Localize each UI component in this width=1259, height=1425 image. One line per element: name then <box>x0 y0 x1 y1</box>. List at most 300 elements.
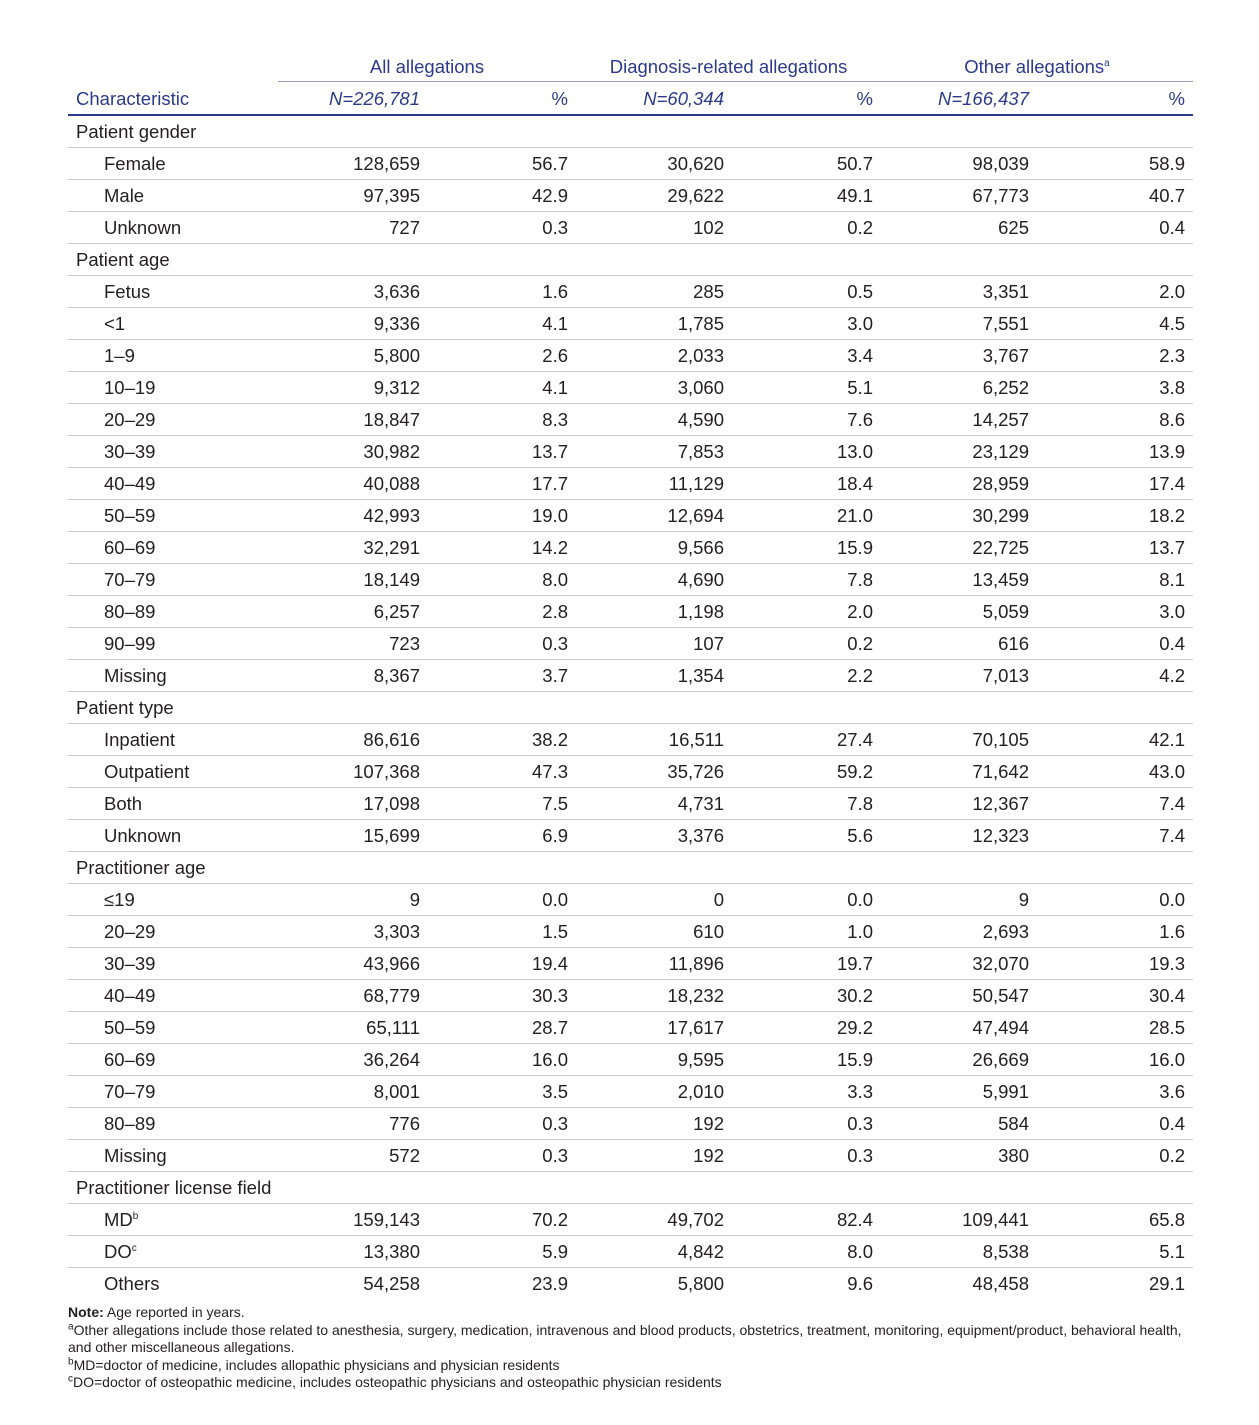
count-cell: 2,033 <box>576 340 728 372</box>
count-cell: 40,088 <box>278 468 424 500</box>
count-cell: 16,511 <box>576 724 728 756</box>
table-row <box>68 404 1193 436</box>
row-label-cell <box>68 532 278 564</box>
section-title: Patient age <box>68 244 1193 276</box>
count-cell: 4,731 <box>576 788 728 820</box>
row-label: Outpatient <box>104 760 190 782</box>
group-header-other-label: Other allegations <box>964 56 1105 77</box>
percent-cell: 8.3 <box>424 404 576 436</box>
percent-cell: 6.9 <box>424 820 576 852</box>
count-cell: 30,299 <box>881 500 1033 532</box>
count-cell: 3,767 <box>881 340 1033 372</box>
note-text: Age reported in years. <box>103 1304 245 1320</box>
count-cell: 29,622 <box>576 180 728 212</box>
row-label-cell <box>68 404 278 436</box>
row-label-cell <box>68 980 278 1012</box>
percent-cell: 0.3 <box>728 1108 881 1140</box>
column-header-row <box>68 84 1193 115</box>
footnote-marker: c <box>131 1242 137 1254</box>
count-cell: 723 <box>278 628 424 660</box>
row-label: 80–89 <box>104 600 156 622</box>
section-header-row <box>68 692 1193 724</box>
percent-cell: 0.0 <box>728 884 881 916</box>
percent-cell: 23.9 <box>531 1272 568 1294</box>
percent-cell: 65.8 <box>1033 1204 1193 1236</box>
footnote-text: Other allegations include those related to anesthesia, surgery, medication, intravenous and blood products, obstetrics, treatment, monitoring, equipment/product, behavioral health, and other miscellaneous allegations. <box>68 1321 1182 1355</box>
percent-cell: 0.0 <box>424 884 576 916</box>
section-title: Patient gender <box>68 115 1193 148</box>
count-cell: 18,847 <box>278 404 424 436</box>
row-label: 60–69 <box>104 1048 156 1070</box>
count-cell: 4,590 <box>576 404 728 436</box>
count-cell: 1,198 <box>576 596 728 628</box>
count-cell: 6,257 <box>278 596 424 628</box>
percent-cell: 0.3 <box>424 1108 576 1140</box>
table-row <box>68 916 1193 948</box>
percent-cell: 3.8 <box>1033 372 1193 404</box>
section-header-row <box>68 244 1193 276</box>
percent-cell: 59.2 <box>728 756 881 788</box>
count-cell: 32,070 <box>881 948 1033 980</box>
count-cell: 13,380 <box>278 1236 424 1268</box>
percent-cell: 19.3 <box>1033 948 1193 980</box>
row-label: 30–39 <box>104 440 156 462</box>
characteristic-header: Characteristic <box>68 84 278 115</box>
table-row <box>68 756 1193 788</box>
row-label: 90–99 <box>104 632 156 654</box>
count-cell: 107 <box>576 628 728 660</box>
percent-cell: 58.9 <box>1033 148 1193 180</box>
row-label: 40–49 <box>104 984 156 1006</box>
footnote-marker: a <box>68 1320 74 1332</box>
count-cell: 48,458 <box>972 1272 1029 1294</box>
table-row <box>68 500 1193 532</box>
table-body <box>68 115 1193 1299</box>
count-cell: 28,959 <box>881 468 1033 500</box>
count-cell: 6,252 <box>881 372 1033 404</box>
section-title: Practitioner age <box>68 852 1193 884</box>
row-label: <1 <box>104 312 126 334</box>
percent-cell: 13.0 <box>728 436 881 468</box>
percent-cell: 1.0 <box>728 916 881 948</box>
n-header-diagnosis: N=60,344 <box>576 84 728 115</box>
percent-cell: 4.5 <box>1033 308 1193 340</box>
row-label: DO <box>104 1240 132 1262</box>
percent-cell: 9.6 <box>847 1272 873 1294</box>
count-cell: 14,257 <box>881 404 1033 436</box>
percent-cell: 18.4 <box>728 468 881 500</box>
table-row <box>68 1076 1193 1108</box>
row-label: ≤19 <box>104 888 135 910</box>
count-cell: 8,001 <box>278 1076 424 1108</box>
count-cell: 4,690 <box>576 564 728 596</box>
count-cell: 12,367 <box>881 788 1033 820</box>
row-label-cell <box>68 1140 278 1172</box>
table-row <box>68 340 1193 372</box>
percent-cell: 49.1 <box>728 180 881 212</box>
count-cell: 584 <box>881 1108 1033 1140</box>
percent-cell: 0.4 <box>1033 212 1193 244</box>
percent-cell: 0.4 <box>1033 628 1193 660</box>
percent-cell: 7.4 <box>1033 820 1193 852</box>
percent-cell: 1.6 <box>424 276 576 308</box>
count-cell: 776 <box>278 1108 424 1140</box>
percent-cell: 16.0 <box>424 1044 576 1076</box>
table-row <box>68 308 1193 340</box>
row-label: Fetus <box>104 280 151 302</box>
percent-cell: 5.6 <box>728 820 881 852</box>
group-header-all <box>278 52 576 84</box>
percent-cell: 3.3 <box>728 1076 881 1108</box>
row-label-cell <box>68 308 278 340</box>
row-label: 80–89 <box>104 1112 156 1134</box>
row-label-cell <box>68 724 278 756</box>
count-cell: 7,853 <box>576 436 728 468</box>
pct-header-all: % <box>424 84 576 115</box>
count-cell: 3,060 <box>576 372 728 404</box>
group-header-diagnosis <box>576 52 881 84</box>
group-header-row <box>68 52 1193 84</box>
table-row <box>68 532 1193 564</box>
count-cell: 5,800 <box>278 340 424 372</box>
percent-cell: 30.4 <box>1033 980 1193 1012</box>
percent-cell: 3.6 <box>1033 1076 1193 1108</box>
row-label-cell <box>68 564 278 596</box>
percent-cell: 13.7 <box>424 436 576 468</box>
count-cell: 47,494 <box>881 1012 1033 1044</box>
percent-cell: 30.3 <box>424 980 576 1012</box>
row-label-cell <box>68 1012 278 1044</box>
table-row <box>68 1044 1193 1076</box>
count-cell: 12,323 <box>881 820 1033 852</box>
section-title: Patient type <box>68 692 1193 724</box>
table-row <box>68 212 1193 244</box>
percent-cell: 18.2 <box>1033 500 1193 532</box>
note-label: Note: <box>68 1304 104 1320</box>
row-label-cell <box>68 340 278 372</box>
percent-cell: 1.6 <box>1033 916 1193 948</box>
percent-cell: 4.1 <box>424 372 576 404</box>
n-header-all: N=226,781 <box>278 84 424 115</box>
percent-cell: 0.3 <box>424 212 576 244</box>
table-row <box>68 1236 1193 1268</box>
row-label: Both <box>104 792 143 814</box>
section-header-row <box>68 115 1193 148</box>
row-label: MD <box>104 1208 133 1230</box>
count-cell: 8,538 <box>881 1236 1033 1268</box>
count-cell: 49,702 <box>576 1204 728 1236</box>
count-cell: 30,982 <box>278 436 424 468</box>
percent-cell: 47.3 <box>424 756 576 788</box>
footnote-a <box>68 1322 1193 1357</box>
count-cell: 572 <box>278 1140 424 1172</box>
count-cell: 610 <box>576 916 728 948</box>
count-cell: 5,800 <box>677 1272 724 1294</box>
count-cell: 50,547 <box>881 980 1033 1012</box>
count-cell: 8,367 <box>278 660 424 692</box>
pct-header-diagnosis: % <box>728 84 881 115</box>
row-label-cell <box>68 628 278 660</box>
count-cell: 102 <box>576 212 728 244</box>
percent-cell: 82.4 <box>728 1204 881 1236</box>
table-row <box>68 596 1193 628</box>
percent-cell: 28.5 <box>1033 1012 1193 1044</box>
row-label: 50–59 <box>104 1016 156 1038</box>
count-cell: 26,669 <box>881 1044 1033 1076</box>
percent-cell: 19.7 <box>728 948 881 980</box>
count-cell: 3,303 <box>278 916 424 948</box>
percent-cell: 21.0 <box>728 500 881 532</box>
percent-cell: 7.4 <box>1033 788 1193 820</box>
row-label-cell <box>68 1268 278 1300</box>
row-label: 40–49 <box>104 472 156 494</box>
count-cell: 42,993 <box>278 500 424 532</box>
header-spacer <box>68 52 278 84</box>
percent-cell: 0.2 <box>728 212 881 244</box>
percent-cell: 15.9 <box>728 1044 881 1076</box>
table-row <box>68 1140 1193 1172</box>
count-cell: 98,039 <box>881 148 1033 180</box>
percent-cell: 7.6 <box>728 404 881 436</box>
percent-cell: 42.9 <box>424 180 576 212</box>
percent-cell: 0.4 <box>1033 1108 1193 1140</box>
group-header-diagnosis-label: Diagnosis-related allegations <box>609 56 848 77</box>
count-cell: 17,617 <box>576 1012 728 1044</box>
count-cell: 43,966 <box>278 948 424 980</box>
footnote-c <box>68 1374 1193 1392</box>
percent-cell: 16.0 <box>1033 1044 1193 1076</box>
count-cell: 11,129 <box>576 468 728 500</box>
count-cell: 5,991 <box>881 1076 1033 1108</box>
row-label-cell <box>68 1108 278 1140</box>
row-label: Missing <box>104 1144 167 1166</box>
row-label-cell <box>68 948 278 980</box>
percent-cell: 3.0 <box>1033 596 1193 628</box>
table-row <box>68 1012 1193 1044</box>
row-label-cell <box>68 916 278 948</box>
row-label: 1–9 <box>104 344 135 366</box>
percent-cell: 17.7 <box>424 468 576 500</box>
allegations-table-container <box>68 52 1193 1299</box>
percent-cell: 30.2 <box>728 980 881 1012</box>
percent-cell: 8.6 <box>1033 404 1193 436</box>
percent-cell: 0.3 <box>424 1140 576 1172</box>
count-cell: 17,098 <box>278 788 424 820</box>
count-cell: 3,636 <box>278 276 424 308</box>
table-row <box>68 724 1193 756</box>
count-cell: 2,693 <box>881 916 1033 948</box>
table-row <box>68 628 1193 660</box>
note-line <box>68 1304 1193 1322</box>
count-cell: 12,694 <box>576 500 728 532</box>
percent-cell: 2.0 <box>1033 276 1193 308</box>
count-cell: 65,111 <box>278 1012 424 1044</box>
count-cell: 159,143 <box>278 1204 424 1236</box>
count-cell: 7,013 <box>881 660 1033 692</box>
percent-cell: 2.3 <box>1033 340 1193 372</box>
row-label-cell <box>68 1204 278 1236</box>
row-label-cell <box>68 212 278 244</box>
percent-cell: 4.2 <box>1033 660 1193 692</box>
percent-cell: 2.6 <box>424 340 576 372</box>
percent-cell: 14.2 <box>424 532 576 564</box>
count-cell: 1,354 <box>576 660 728 692</box>
row-label: 30–39 <box>104 952 156 974</box>
count-cell: 11,896 <box>576 948 728 980</box>
table-row <box>68 820 1193 852</box>
table-row <box>68 564 1193 596</box>
row-label-cell <box>68 1044 278 1076</box>
count-cell: 285 <box>576 276 728 308</box>
percent-cell: 42.1 <box>1033 724 1193 756</box>
percent-cell: 1.5 <box>424 916 576 948</box>
percent-cell: 7.5 <box>424 788 576 820</box>
row-label-cell <box>68 596 278 628</box>
table-row <box>68 1204 1193 1236</box>
row-label-cell <box>68 756 278 788</box>
count-cell: 97,395 <box>278 180 424 212</box>
count-cell: 1,785 <box>576 308 728 340</box>
count-cell: 54,258 <box>363 1272 420 1294</box>
table-row <box>68 660 1193 692</box>
percent-cell: 3.0 <box>728 308 881 340</box>
percent-cell: 50.7 <box>728 148 881 180</box>
row-label: Unknown <box>104 824 182 846</box>
table-row <box>68 980 1193 1012</box>
percent-cell: 19.4 <box>424 948 576 980</box>
percent-cell: 3.4 <box>728 340 881 372</box>
table-row <box>68 948 1193 980</box>
count-cell: 36,264 <box>278 1044 424 1076</box>
row-label-cell <box>68 660 278 692</box>
row-label: Unknown <box>104 216 182 238</box>
count-cell: 86,616 <box>278 724 424 756</box>
table-row <box>68 1268 1193 1300</box>
row-label: 20–29 <box>104 408 156 430</box>
percent-cell: 5.9 <box>424 1236 576 1268</box>
footnote-text: MD=doctor of medicine, includes allopathic physicians and physician residents <box>73 1356 560 1373</box>
percent-cell: 43.0 <box>1033 756 1193 788</box>
footnote-marker: b <box>132 1210 139 1222</box>
percent-cell: 0.2 <box>1033 1140 1193 1172</box>
count-cell: 18,149 <box>278 564 424 596</box>
row-label: 50–59 <box>104 504 156 526</box>
percent-cell: 0.5 <box>728 276 881 308</box>
count-cell: 380 <box>881 1140 1033 1172</box>
table-row <box>68 180 1193 212</box>
row-label-cell <box>68 1236 278 1268</box>
count-cell: 192 <box>576 1108 728 1140</box>
percent-cell: 0.2 <box>728 628 881 660</box>
count-cell: 616 <box>881 628 1033 660</box>
percent-cell: 7.8 <box>728 564 881 596</box>
row-label-cell <box>68 372 278 404</box>
count-cell: 0 <box>576 884 728 916</box>
count-cell: 5,059 <box>881 596 1033 628</box>
row-label: Missing <box>104 664 167 686</box>
footnote-marker: b <box>68 1355 74 1367</box>
percent-cell: 38.2 <box>424 724 576 756</box>
table-row <box>68 884 1193 916</box>
count-cell: 109,441 <box>881 1204 1033 1236</box>
percent-cell: 0.3 <box>424 628 576 660</box>
count-cell: 22,725 <box>881 532 1033 564</box>
percent-cell: 29.2 <box>728 1012 881 1044</box>
count-cell: 9,336 <box>278 308 424 340</box>
row-label: Inpatient <box>104 728 175 750</box>
percent-cell: 7.8 <box>728 788 881 820</box>
row-label-cell <box>68 788 278 820</box>
percent-cell: 3.5 <box>424 1076 576 1108</box>
section-header-row <box>68 1172 1193 1204</box>
table-row <box>68 436 1193 468</box>
percent-cell: 56.7 <box>424 148 576 180</box>
row-label-cell <box>68 820 278 852</box>
percent-cell: 0.3 <box>728 1140 881 1172</box>
count-cell: 2,010 <box>576 1076 728 1108</box>
count-cell: 35,726 <box>576 756 728 788</box>
percent-cell: 27.4 <box>728 724 881 756</box>
row-label-cell <box>68 148 278 180</box>
count-cell: 68,779 <box>278 980 424 1012</box>
percent-cell: 13.9 <box>1033 436 1193 468</box>
section-header-row <box>68 852 1193 884</box>
table-row <box>68 788 1193 820</box>
count-cell: 7,551 <box>881 308 1033 340</box>
count-cell: 727 <box>278 212 424 244</box>
table-row <box>68 372 1193 404</box>
footnote-text: DO=doctor of osteopathic medicine, includes osteopathic physicians and osteopathic physician residents <box>73 1374 722 1390</box>
count-cell: 192 <box>576 1140 728 1172</box>
group-header-other <box>881 52 1193 84</box>
percent-cell: 15.9 <box>728 532 881 564</box>
footnote-b <box>68 1357 1193 1375</box>
row-label-cell <box>68 468 278 500</box>
row-label: 70–79 <box>104 568 156 590</box>
row-label-cell <box>68 276 278 308</box>
group-header-all-label: All allegations <box>369 56 485 77</box>
count-cell: 107,368 <box>278 756 424 788</box>
percent-cell: 8.0 <box>424 564 576 596</box>
percent-cell: 2.2 <box>728 660 881 692</box>
table-row <box>68 276 1193 308</box>
count-cell: 625 <box>881 212 1033 244</box>
row-label: 10–19 <box>104 376 156 398</box>
percent-cell: 8.1 <box>1033 564 1193 596</box>
count-cell: 9 <box>278 884 424 916</box>
percent-cell: 17.4 <box>1033 468 1193 500</box>
count-cell: 71,642 <box>881 756 1033 788</box>
row-label: 20–29 <box>104 920 156 942</box>
n-header-other: N=166,437 <box>881 84 1033 115</box>
pct-header-other: % <box>1033 84 1193 115</box>
count-cell: 128,659 <box>278 148 424 180</box>
row-label-cell <box>68 500 278 532</box>
allegations-table <box>68 52 1193 1299</box>
count-cell: 18,232 <box>576 980 728 1012</box>
table-row <box>68 1108 1193 1140</box>
count-cell: 30,620 <box>576 148 728 180</box>
percent-cell: 2.0 <box>728 596 881 628</box>
percent-cell: 13.7 <box>1033 532 1193 564</box>
count-cell: 9,566 <box>576 532 728 564</box>
table-row <box>68 148 1193 180</box>
count-cell: 15,699 <box>278 820 424 852</box>
percent-cell: 28.7 <box>424 1012 576 1044</box>
count-cell: 9,312 <box>278 372 424 404</box>
percent-cell: 29.1 <box>1148 1272 1185 1294</box>
footnote-marker: c <box>68 1373 73 1385</box>
